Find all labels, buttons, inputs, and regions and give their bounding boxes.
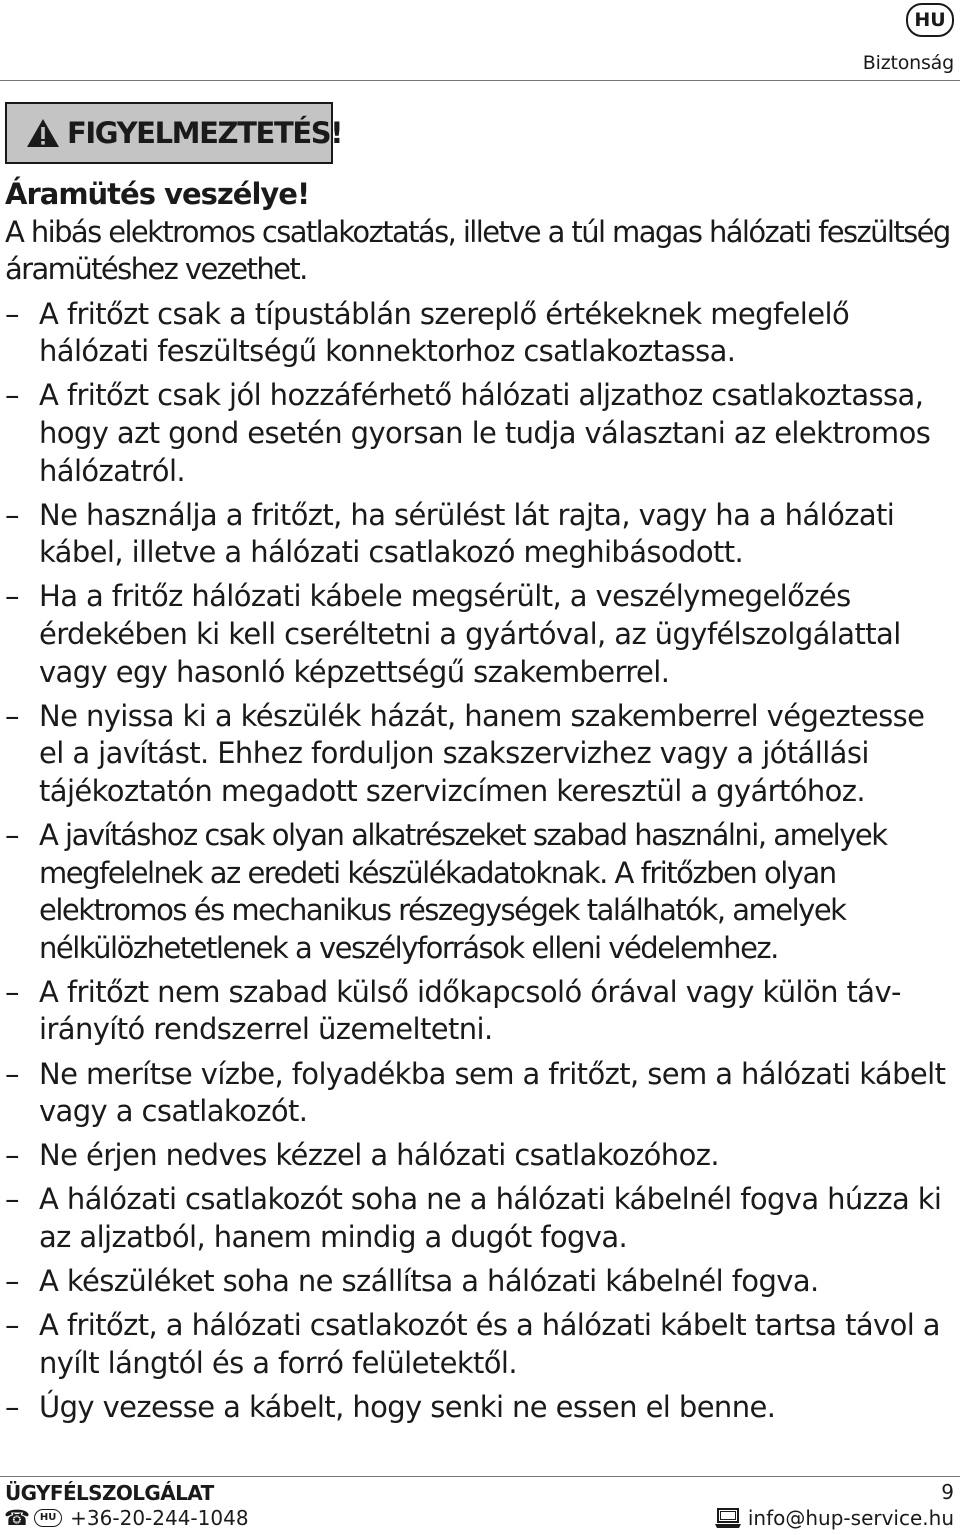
country-badge: HU (34, 1509, 62, 1527)
language-badge: HU (906, 3, 954, 37)
dash-bullet: – (5, 497, 19, 532)
list-item-text: A készüléket soha ne szállítsa a hálózati kábelnél fogva. (39, 1264, 819, 1299)
list-item (5, 1263, 957, 1301)
list-item (5, 1307, 957, 1382)
dash-bullet: – (5, 698, 19, 733)
dash-bullet: – (5, 1389, 19, 1424)
warning-box (5, 102, 343, 164)
list-item (5, 497, 957, 572)
dash-bullet: – (5, 974, 19, 1009)
list-item (5, 1181, 957, 1256)
list-item (5, 1389, 957, 1427)
list-item-text: Ne érjen nedves kézzel a hálózati csatlakozóhoz. (39, 1138, 719, 1173)
dash-bullet: – (5, 296, 19, 331)
dash-bullet: – (5, 1264, 19, 1299)
footer-email (714, 1506, 954, 1530)
list-item-text: Úgy vezesse a kábelt, hogy senki ne essen el benne. (39, 1389, 776, 1424)
list-item-text: Ha a fritőz hálózati kábele megsérült, a veszélymegelőzés érdekében ki kell cseréltetni a gyártóval, az ügyfélszolgálattal vagy egy hasonló képzettségű szakemberrel. (39, 579, 901, 689)
safety-content (5, 176, 957, 1433)
footer-title: ÜGYFÉLSZOLGÁLAT (5, 1481, 214, 1505)
list-item (5, 698, 957, 811)
dash-bullet: – (5, 1182, 19, 1217)
list-item-text: Ne merítse vízbe, folyadékba sem a fritőzt, sem a hálózati kábelt vagy a csatlakozót. (39, 1056, 946, 1129)
dash-bullet: – (5, 818, 18, 852)
list-item-text: A hálózati csatlakozót soha ne a hálózati kábelnél fogva húzza ki az aljzatból, hanem mindig a dugót fogva. (39, 1182, 942, 1254)
list-item (5, 974, 957, 1049)
list-item (5, 1056, 957, 1131)
list-item (5, 578, 957, 691)
warning-title: FIGYELMEZTETÉS! (67, 116, 343, 150)
list-item-text: Ne nyissa ki a készülék házát, hanem szakemberrel végeztesse el a javítást. Ehhez forduljon szakszervizhez vagy a jótállási tájékoztatón megadott szervizcímen keresztül a gyártóhoz. (39, 698, 925, 808)
list-item-text: A fritőzt nem szabad külső időkapcsoló órával vagy külön távirányító rendszerrel üzemeltetni. (39, 974, 902, 1047)
list-item (5, 377, 957, 490)
list-item-text: Ne használja a fritőzt, ha sérülést lát rajta, vagy ha a hálózati kábel, illetve a hálózati csatlakozó meghibásodott. (39, 497, 895, 570)
section-label: Biztonság (862, 52, 954, 74)
dash-bullet: – (5, 1138, 19, 1173)
hazard-heading: Áramütés veszélye! (5, 177, 310, 211)
phone-icon: ☎ (4, 1506, 31, 1530)
hazard-intro: A hibás elektromos csatlakoztatás, illetve a túl magas hálózati feszültség áramütéshez vezethet. (5, 214, 950, 287)
header-divider (0, 80, 960, 81)
email-link[interactable]: info@hup-service.hu (747, 1506, 954, 1530)
dash-bullet: – (5, 579, 19, 614)
list-item-text: A fritőzt, a hálózati csatlakozót és a hálózati kábelt tartsa távol a nyílt lángtól és a forró felületektől. (39, 1308, 940, 1380)
dash-bullet: – (5, 1308, 19, 1343)
warning-triangle-icon (25, 117, 61, 149)
list-item-text: A fritőzt csak jól hozzáférhető hálózati aljzathoz csatlakoztassa, hogy azt gond esetén gyorsan le tudja választani az elektromos hálózatról. (39, 378, 931, 488)
list-item-text: A javításhoz csak olyan alkatrészeket szabad használni, amelyek megfelelnek az eredeti készülékadatoknak. A fritőzben olyan elektromos és mechanikus részegységek találhatók, amelyek nélkülözhetetlenek a veszélyforrások elleni védelemhez. (39, 818, 887, 965)
safety-rules-list (5, 296, 957, 1427)
phone-number[interactable]: +36-20-244-1048 (70, 1506, 249, 1530)
footer-phone (4, 1506, 249, 1530)
page-number: 9 (941, 1480, 954, 1504)
list-item-text: A fritőzt csak a típustáblán szereplő értékeknek megfelelő hálózati feszültségű konnektorhoz csatlakoztassa. (39, 296, 850, 369)
list-item (5, 817, 957, 967)
dash-bullet: – (5, 378, 19, 413)
dash-bullet: – (5, 1056, 19, 1091)
list-item (5, 1137, 957, 1175)
list-item (5, 296, 957, 371)
footer-divider (0, 1476, 960, 1477)
laptop-icon (714, 1507, 742, 1529)
